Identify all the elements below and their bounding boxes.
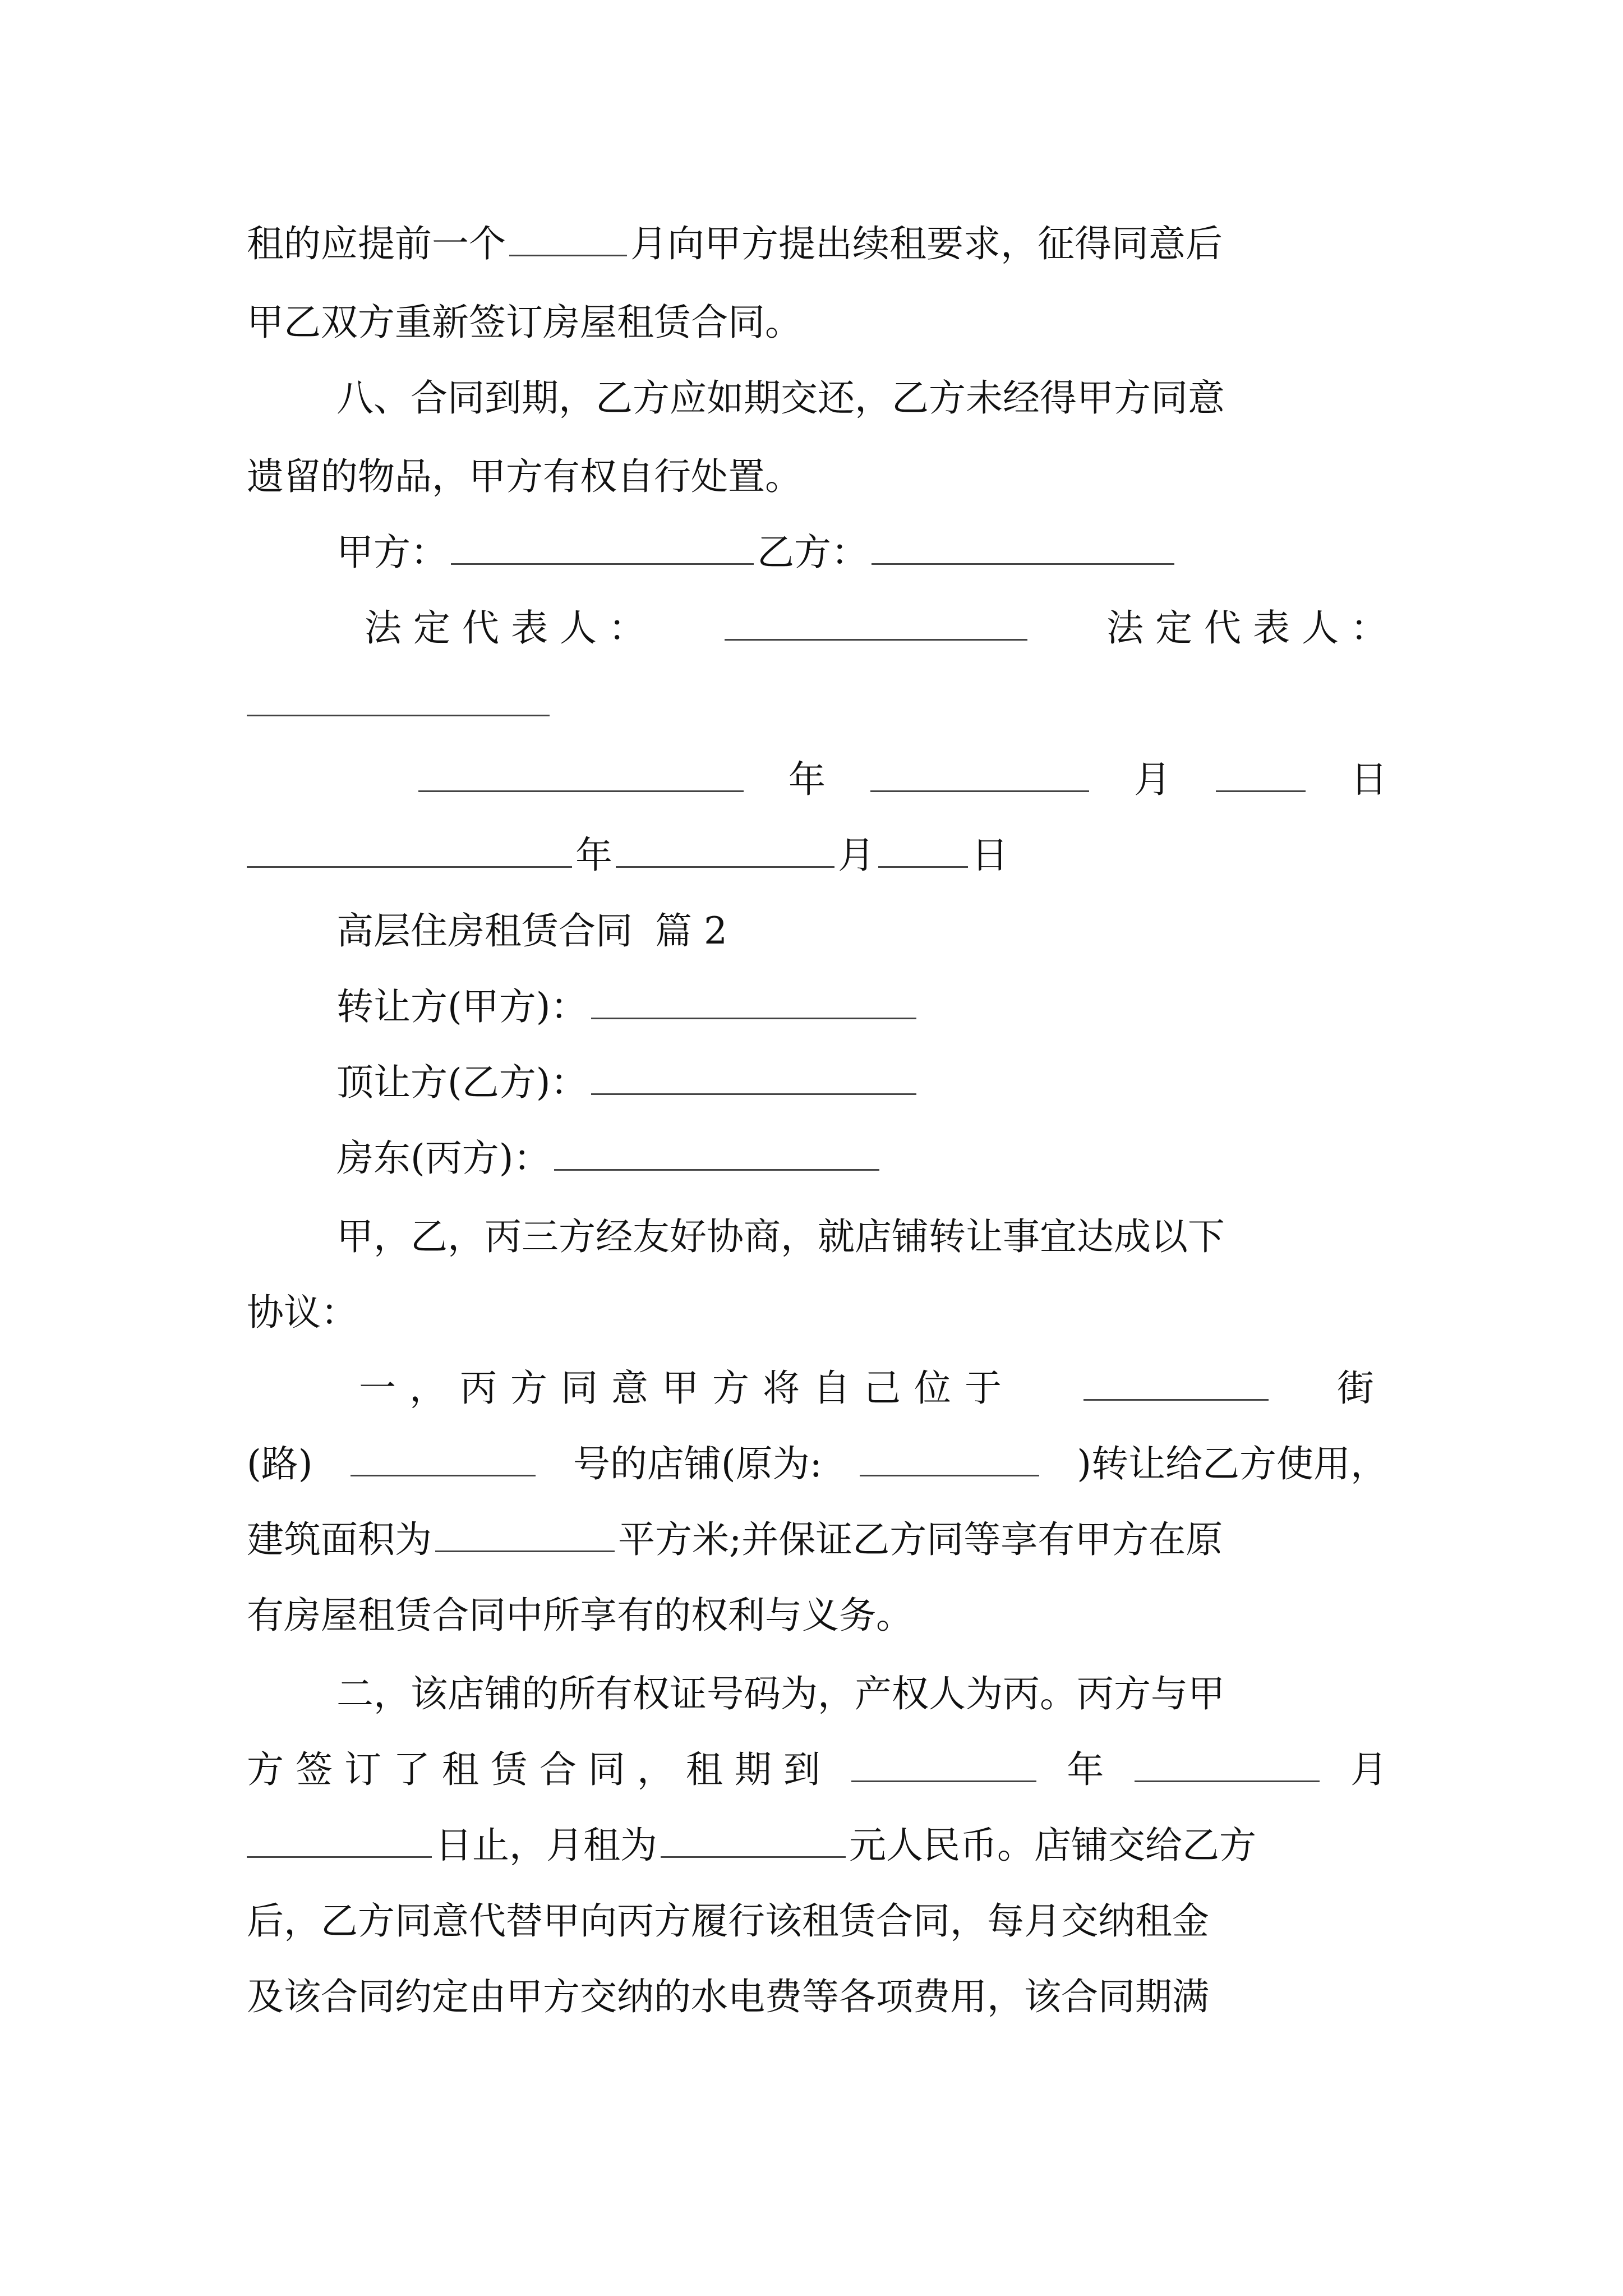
text-segment: 建筑面积为	[247, 1518, 432, 1561]
paragraph-line	[247, 679, 1387, 729]
paragraph-line	[336, 1212, 1387, 1262]
day-label: 日	[971, 834, 1008, 877]
paragraph-line	[247, 1439, 1387, 1489]
paragraph-line	[247, 452, 1387, 502]
title-text: 高层住房租赁合同	[336, 909, 633, 953]
text-segment: 遗留的物品，甲方有权自行处置。	[247, 455, 802, 498]
paragraph-line	[247, 1896, 1387, 1947]
transferee-label: 顶让方(乙方)：	[336, 1061, 588, 1104]
party-b-blank	[872, 530, 1174, 565]
text-segment: (路)	[247, 1442, 313, 1485]
text-segment: 方 签 订 了 租 赁 合 同 ， 租 期 到	[247, 1748, 820, 1791]
fill-blank	[509, 221, 627, 256]
year-label: 年	[789, 758, 826, 801]
text-segment: 协议：	[247, 1291, 358, 1334]
lease-year-blank	[851, 1747, 1036, 1782]
month-blank	[870, 757, 1089, 792]
text-segment: 有房屋租赁合同中所享有的权利与义务。	[247, 1594, 913, 1637]
paragraph-line	[247, 1745, 1387, 1795]
day-blank	[878, 832, 968, 868]
date-line	[415, 754, 1387, 805]
paragraph-line	[247, 1972, 1387, 2022]
text-segment: 街	[1337, 1366, 1387, 1410]
year-blank	[247, 832, 572, 868]
paragraph-line	[247, 219, 1387, 269]
party-b-label: 乙方：	[757, 531, 868, 574]
text-segment: 一，丙方同意甲方将自己位于	[359, 1366, 1015, 1410]
text-segment: 日止，月租为	[435, 1824, 657, 1867]
text-segment: 甲，乙，丙三方经友好协商，就店铺转让事宜达成以下	[336, 1215, 1225, 1258]
street-blank	[1083, 1365, 1269, 1401]
text-segment: 八、合同到期，乙方应如期交还，乙方未经得甲方同意	[336, 376, 1225, 420]
original-use-blank	[860, 1441, 1039, 1476]
transferor-blank	[591, 984, 916, 1019]
text-segment: 平方米;并保证乙方同等享有甲方在原	[618, 1518, 1223, 1561]
month-blank	[616, 832, 834, 868]
text-segment: 年	[1067, 1748, 1104, 1791]
landlord-blank	[554, 1135, 879, 1171]
paragraph-line	[336, 373, 1387, 424]
text-segment: 月	[1350, 1748, 1387, 1791]
area-blank	[435, 1517, 615, 1552]
landlord-label: 房东(丙方)：	[336, 1137, 551, 1180]
section-title	[336, 906, 1387, 956]
paragraph-line	[247, 1590, 1387, 1641]
rep-right-label: 法 定 代 表 人 ：	[1106, 606, 1387, 650]
paragraph-line	[247, 297, 1387, 348]
party-line	[336, 1057, 1387, 1108]
text-segment: 月向甲方提出续租要求，征得同意后	[630, 222, 1223, 265]
party-line	[336, 982, 1387, 1032]
paragraph-line	[247, 1287, 1387, 1338]
text-segment: 后，乙方同意代替甲向丙方履行该租赁合同，每月交纳租金	[247, 1899, 1209, 1943]
text-segment: )转让给乙方使用，	[1077, 1442, 1387, 1485]
month-label: 月	[838, 834, 875, 877]
text-segment: 租的应提前一个	[247, 222, 506, 265]
paragraph-line	[247, 1515, 1387, 1565]
rep-left-label: 法 定 代 表 人 ：	[365, 606, 645, 650]
month-label: 月	[1134, 758, 1171, 801]
signature-line	[336, 527, 1387, 578]
paragraph-line	[247, 1820, 1387, 1871]
paragraph-line	[359, 1363, 1387, 1414]
party-a-label: 甲方：	[336, 531, 448, 574]
year-label: 年	[575, 834, 612, 877]
number-blank	[351, 1441, 536, 1476]
representative-line	[365, 603, 1387, 654]
text-segment: 二，该店铺的所有权证号码为，产权人为丙。丙方与甲	[336, 1672, 1225, 1715]
year-blank	[418, 757, 744, 792]
text-segment: 元人民币。店铺交给乙方	[849, 1824, 1256, 1867]
title-suffix: 篇 2	[655, 909, 727, 953]
lease-month-blank	[1135, 1747, 1320, 1782]
text-segment: 号的店铺(原为:	[573, 1442, 822, 1485]
rep-right-blank	[247, 681, 550, 716]
party-line	[336, 1133, 1387, 1184]
paragraph-line	[336, 1669, 1387, 1719]
rent-blank	[661, 1823, 846, 1858]
date-line	[247, 830, 1387, 881]
text-segment: 甲乙双方重新签订房屋租赁合同。	[247, 301, 802, 344]
day-blank	[1216, 757, 1306, 792]
rep-left-blank	[725, 605, 1027, 641]
lease-day-blank	[247, 1823, 432, 1858]
text-segment: 及该合同约定由甲方交纳的水电费等各项费用，该合同期满	[247, 1975, 1209, 2018]
day-label: 日	[1350, 758, 1387, 801]
transferor-label: 转让方(甲方)：	[336, 985, 588, 1028]
transferee-blank	[591, 1060, 916, 1095]
party-a-blank	[451, 530, 754, 565]
